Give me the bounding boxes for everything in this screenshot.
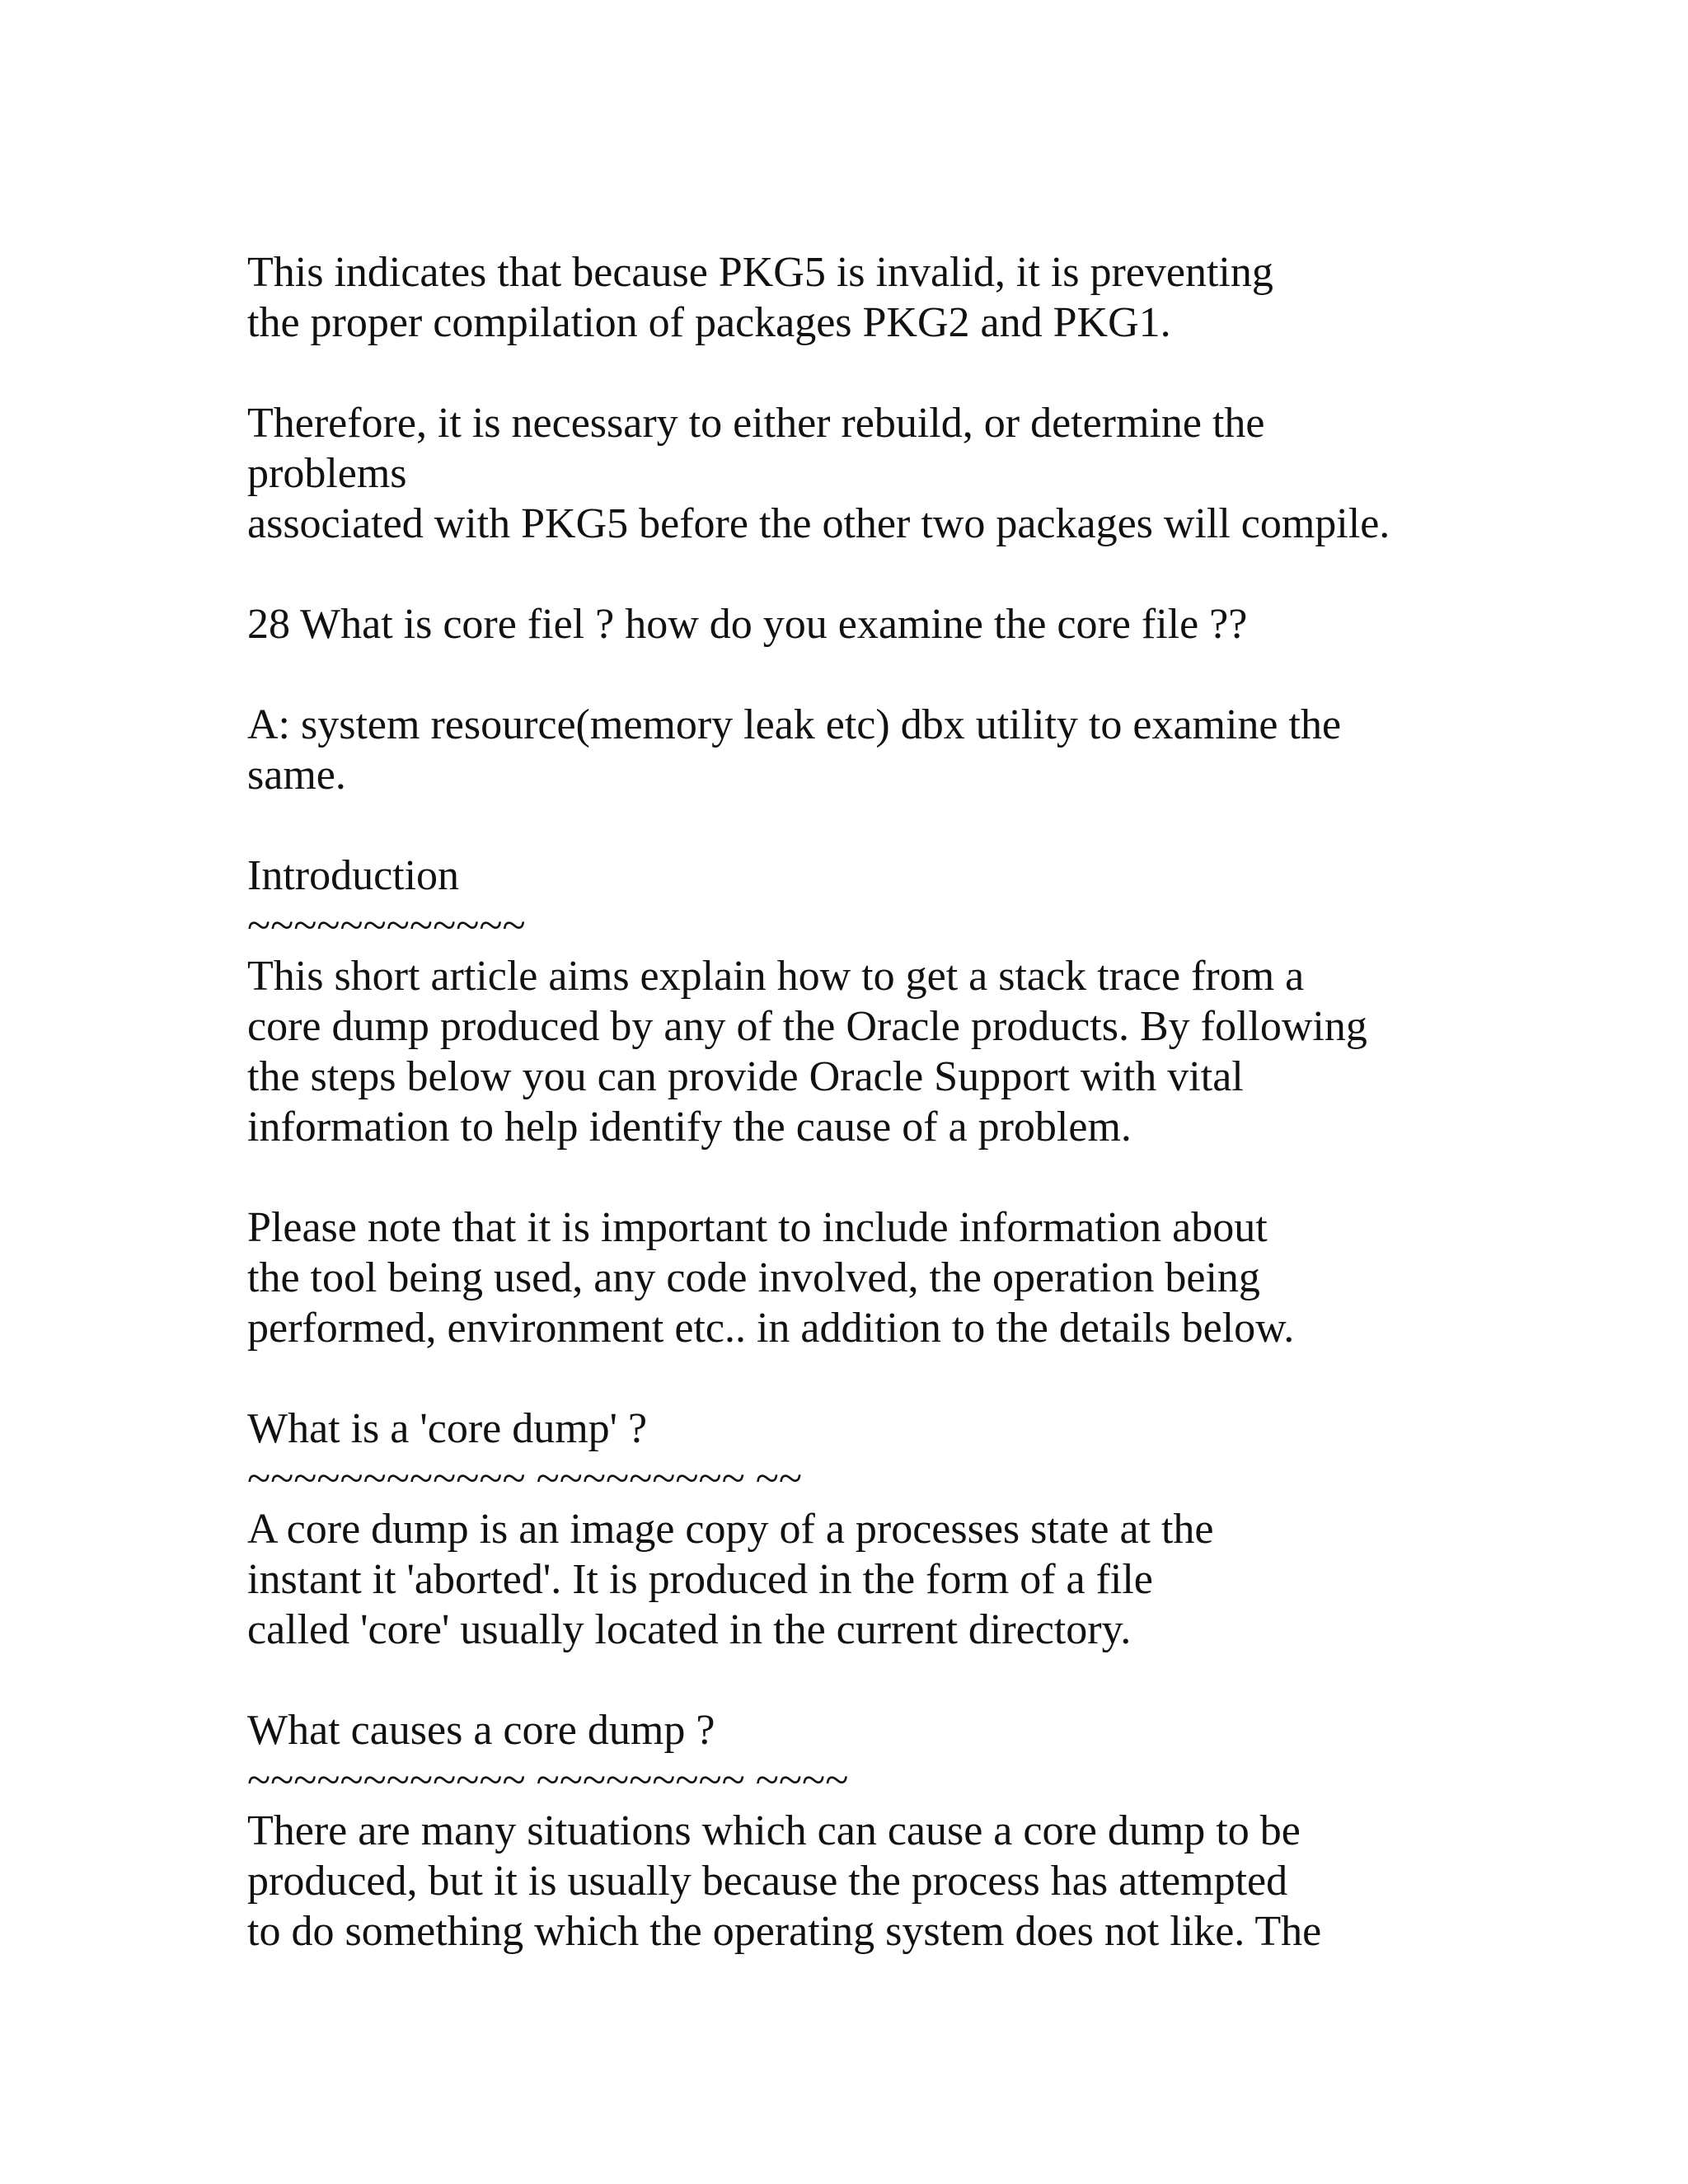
blank-line	[247, 649, 1665, 700]
text-line: the steps below you can provide Oracle Support with vital	[247, 1053, 1244, 1100]
blank-line	[247, 800, 1665, 851]
text-line: core dump produced by any of the Oracle products. By following	[247, 1003, 1367, 1050]
text-line: This short article aims explain how to get a stack trace from a	[247, 953, 1305, 1000]
text-line: the proper compilation of packages PKG2 and PKG1.	[247, 299, 1171, 346]
text-line: A core dump is an image copy of a processes state at the	[247, 1506, 1214, 1553]
blank-line	[247, 1655, 1665, 1705]
section-heading-core-dump: What is a 'core dump' ?	[247, 1405, 648, 1452]
text-line: problems	[247, 450, 407, 497]
text-line: There are many situations which can cause a core dump to be	[247, 1807, 1301, 1854]
document-body	[247, 247, 1665, 1957]
heading-underline: ~~~~~~~~~~~~ ~~~~~~~~~ ~~~~	[247, 1757, 849, 1804]
heading-underline: ~~~~~~~~~~~~ ~~~~~~~~~ ~~	[247, 1455, 803, 1502]
heading-underline: ~~~~~~~~~~~~	[247, 902, 526, 949]
text-line: This indicates that because PKG5 is invalid, it is preventing	[247, 249, 1273, 296]
blank-line	[247, 549, 1665, 599]
section-heading-introduction: Introduction	[247, 852, 460, 899]
text-line: the tool being used, any code involved, the operation being	[247, 1254, 1260, 1301]
section-heading-causes: What causes a core dump ?	[247, 1707, 715, 1754]
answer-line: A: system resource(memory leak etc) dbx utility to examine the	[247, 701, 1342, 748]
text-line: associated with PKG5 before the other two packages will compile.	[247, 500, 1390, 547]
answer-line: same.	[247, 752, 346, 799]
text-line: produced, but it is usually because the process has attempted	[247, 1858, 1288, 1905]
text-line: to do something which the operating system does not like. The	[247, 1908, 1322, 1955]
blank-line	[247, 348, 1665, 398]
blank-line	[247, 1353, 1665, 1404]
text-line: called 'core' usually located in the current directory.	[247, 1606, 1132, 1653]
text-line: information to help identify the cause of a problem.	[247, 1104, 1132, 1151]
text-line: Please note that it is important to include information about	[247, 1204, 1268, 1251]
text-line: instant it 'aborted'. It is produced in the form of a file	[247, 1556, 1153, 1603]
text-line: performed, environment etc.. in addition to the details below.	[247, 1305, 1295, 1352]
blank-line	[247, 1152, 1665, 1202]
text-line: Therefore, it is necessary to either rebuild, or determine the	[247, 400, 1265, 447]
question-heading: 28 What is core fiel ? how do you examine the core file ??	[247, 601, 1248, 648]
